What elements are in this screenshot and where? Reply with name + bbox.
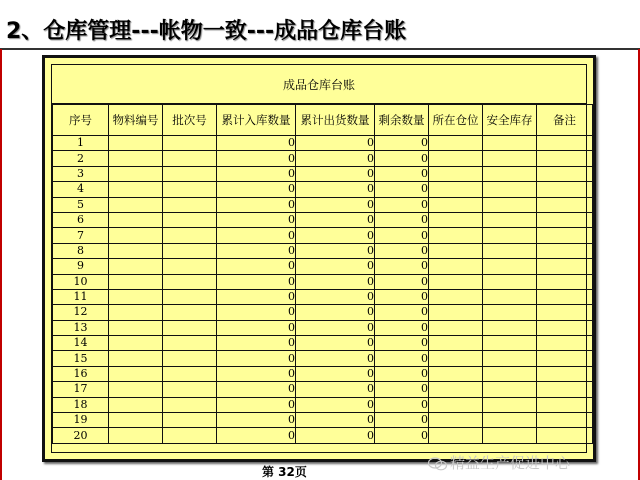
table-row — [53, 305, 593, 320]
cell-total-out[interactable]: 0 — [296, 289, 375, 304]
cell-batch-no[interactable] — [163, 397, 217, 412]
cell-safety-stock[interactable] — [483, 151, 537, 166]
table-row — [53, 397, 593, 412]
cell-index[interactable]: 7 — [53, 228, 109, 243]
cell-material-code[interactable] — [109, 382, 163, 397]
cell-total-in[interactable]: 0 — [217, 197, 296, 212]
cell-total-in[interactable]: 0 — [217, 320, 296, 335]
cell-total-in[interactable]: 0 — [217, 305, 296, 320]
table-row — [53, 212, 593, 227]
watermark — [428, 452, 570, 473]
cell-material-code[interactable] — [109, 397, 163, 412]
cell-remaining[interactable]: 0 — [375, 366, 429, 381]
cell-total-in[interactable]: 0 — [217, 366, 296, 381]
cell-remaining[interactable]: 0 — [375, 243, 429, 258]
cell-material-code[interactable] — [109, 289, 163, 304]
cell-total-in[interactable]: 0 — [217, 351, 296, 366]
cell-remaining[interactable]: 0 — [375, 197, 429, 212]
cell-remaining[interactable]: 0 — [375, 413, 429, 428]
cell-remaining[interactable]: 0 — [375, 259, 429, 274]
cell-total-out[interactable]: 0 — [296, 274, 375, 289]
cell-total-out[interactable]: 0 — [296, 151, 375, 166]
cell-material-code[interactable] — [109, 212, 163, 227]
cell-total-out[interactable]: 0 — [296, 136, 375, 151]
cell-remarks[interactable] — [537, 197, 593, 212]
cell-location[interactable] — [429, 259, 483, 274]
col-header-total-in[interactable]: 累计入库数量 — [217, 105, 296, 136]
cell-remarks[interactable] — [537, 320, 593, 335]
cell-material-code[interactable] — [109, 336, 163, 351]
cell-remarks[interactable] — [537, 243, 593, 258]
table-row — [53, 259, 593, 274]
cell-remaining[interactable]: 0 — [375, 289, 429, 304]
table-row — [53, 428, 593, 443]
cell-remarks[interactable] — [537, 366, 593, 381]
table-row — [53, 336, 593, 351]
ledger-sheet-inner — [51, 64, 587, 453]
col-header-remaining[interactable]: 剩余数量 — [375, 105, 429, 136]
cell-material-code[interactable] — [109, 197, 163, 212]
cell-total-in[interactable]: 0 — [217, 413, 296, 428]
cell-location[interactable] — [429, 166, 483, 181]
cell-total-in[interactable]: 0 — [217, 243, 296, 258]
ledger-caption: 成品仓库台账 — [52, 65, 586, 104]
cell-batch-no[interactable] — [163, 243, 217, 258]
cell-material-code[interactable] — [109, 259, 163, 274]
cell-total-in[interactable]: 0 — [217, 382, 296, 397]
cell-total-out[interactable]: 0 — [296, 212, 375, 227]
cell-remaining[interactable]: 0 — [375, 151, 429, 166]
table-row — [53, 289, 593, 304]
cell-index[interactable]: 13 — [53, 320, 109, 335]
cell-total-out[interactable]: 0 — [296, 320, 375, 335]
cell-material-code[interactable] — [109, 366, 163, 381]
cell-batch-no[interactable] — [163, 336, 217, 351]
cell-material-code[interactable] — [109, 351, 163, 366]
cell-batch-no[interactable] — [163, 413, 217, 428]
cell-index[interactable]: 18 — [53, 397, 109, 412]
cell-location[interactable] — [429, 151, 483, 166]
cell-total-in[interactable]: 0 — [217, 166, 296, 181]
cell-material-code[interactable] — [109, 243, 163, 258]
cell-index[interactable]: 20 — [53, 428, 109, 443]
cell-remarks[interactable] — [537, 351, 593, 366]
cell-safety-stock[interactable] — [483, 136, 537, 151]
cell-index[interactable]: 2 — [53, 151, 109, 166]
cell-location[interactable] — [429, 212, 483, 227]
table-row — [53, 243, 593, 258]
cell-total-out[interactable]: 0 — [296, 197, 375, 212]
cell-batch-no[interactable] — [163, 197, 217, 212]
cell-index[interactable]: 17 — [53, 382, 109, 397]
cell-remarks[interactable] — [537, 336, 593, 351]
cell-index[interactable]: 16 — [53, 366, 109, 381]
cell-batch-no[interactable] — [163, 289, 217, 304]
cell-location[interactable] — [429, 182, 483, 197]
cell-remarks[interactable] — [537, 259, 593, 274]
cell-remarks[interactable] — [537, 413, 593, 428]
cell-batch-no[interactable] — [163, 274, 217, 289]
cell-total-out[interactable]: 0 — [296, 166, 375, 181]
cell-index[interactable]: 1 — [53, 136, 109, 151]
cell-total-in[interactable]: 0 — [217, 274, 296, 289]
cell-material-code[interactable] — [109, 136, 163, 151]
cell-index[interactable]: 12 — [53, 305, 109, 320]
cell-total-in[interactable]: 0 — [217, 428, 296, 443]
cell-location[interactable] — [429, 413, 483, 428]
cell-material-code[interactable] — [109, 428, 163, 443]
ledger-sheet — [42, 55, 596, 462]
cell-batch-no[interactable] — [163, 259, 217, 274]
col-header-total-out[interactable]: 累计出货数量 — [296, 105, 375, 136]
cell-remarks[interactable] — [537, 397, 593, 412]
cell-safety-stock[interactable] — [483, 366, 537, 381]
cell-total-out[interactable]: 0 — [296, 182, 375, 197]
table-row — [53, 166, 593, 181]
cell-batch-no[interactable] — [163, 166, 217, 181]
cell-total-in[interactable]: 0 — [217, 259, 296, 274]
cell-remaining[interactable]: 0 — [375, 136, 429, 151]
cell-location[interactable] — [429, 274, 483, 289]
cell-safety-stock[interactable] — [483, 197, 537, 212]
col-header-remarks[interactable]: 备注 — [537, 105, 593, 136]
cell-safety-stock[interactable] — [483, 336, 537, 351]
cell-location[interactable] — [429, 289, 483, 304]
table-row — [53, 413, 593, 428]
ledger-header-row — [53, 105, 593, 136]
cell-index[interactable]: 8 — [53, 243, 109, 258]
cell-location[interactable] — [429, 305, 483, 320]
cell-remaining[interactable]: 0 — [375, 166, 429, 181]
cell-remaining[interactable]: 0 — [375, 305, 429, 320]
cell-safety-stock[interactable] — [483, 243, 537, 258]
cell-remarks[interactable] — [537, 136, 593, 151]
cell-total-in[interactable]: 0 — [217, 289, 296, 304]
cell-total-in[interactable]: 0 — [217, 228, 296, 243]
cell-index[interactable]: 15 — [53, 351, 109, 366]
cell-safety-stock[interactable] — [483, 182, 537, 197]
cell-index[interactable]: 11 — [53, 289, 109, 304]
cell-material-code[interactable] — [109, 182, 163, 197]
col-header-index[interactable]: 序号 — [53, 105, 109, 136]
cell-safety-stock[interactable] — [483, 413, 537, 428]
cell-remaining[interactable]: 0 — [375, 274, 429, 289]
cell-batch-no[interactable] — [163, 136, 217, 151]
col-header-safety-stock[interactable]: 安全库存 — [483, 105, 537, 136]
cell-location[interactable] — [429, 351, 483, 366]
cell-index[interactable]: 19 — [53, 413, 109, 428]
cell-index[interactable]: 6 — [53, 212, 109, 227]
col-header-location[interactable]: 所在仓位 — [429, 105, 483, 136]
cell-safety-stock[interactable] — [483, 166, 537, 181]
slide-title: 2、仓库管理---帐物一致---成品仓库台账 — [6, 19, 407, 44]
cell-total-out[interactable]: 0 — [296, 397, 375, 412]
cell-material-code[interactable] — [109, 151, 163, 166]
cell-batch-no[interactable] — [163, 320, 217, 335]
cell-total-out[interactable]: 0 — [296, 243, 375, 258]
cell-remarks[interactable] — [537, 228, 593, 243]
cell-safety-stock[interactable] — [483, 274, 537, 289]
cell-safety-stock[interactable] — [483, 259, 537, 274]
col-header-batch-no[interactable]: 批次号 — [163, 105, 217, 136]
cell-location[interactable] — [429, 228, 483, 243]
cell-total-in[interactable]: 0 — [217, 136, 296, 151]
cell-total-in[interactable]: 0 — [217, 182, 296, 197]
cell-batch-no[interactable] — [163, 366, 217, 381]
title-divider — [0, 48, 640, 50]
cell-remaining[interactable]: 0 — [375, 228, 429, 243]
cell-index[interactable]: 4 — [53, 182, 109, 197]
cell-safety-stock[interactable] — [483, 289, 537, 304]
cell-material-code[interactable] — [109, 274, 163, 289]
cell-material-code[interactable] — [109, 413, 163, 428]
cell-batch-no[interactable] — [163, 212, 217, 227]
cell-remarks[interactable] — [537, 382, 593, 397]
cell-total-out[interactable]: 0 — [296, 413, 375, 428]
cell-total-out[interactable]: 0 — [296, 382, 375, 397]
cell-total-in[interactable]: 0 — [217, 212, 296, 227]
cell-remarks[interactable] — [537, 289, 593, 304]
cell-index[interactable]: 9 — [53, 259, 109, 274]
cell-location[interactable] — [429, 336, 483, 351]
col-header-material-code[interactable]: 物料编号 — [109, 105, 163, 136]
watermark-text: 精益生产促进中心 — [450, 454, 571, 472]
cell-index[interactable]: 10 — [53, 274, 109, 289]
cell-location[interactable] — [429, 428, 483, 443]
cell-location[interactable] — [429, 382, 483, 397]
cell-remarks[interactable] — [537, 166, 593, 181]
cell-total-out[interactable]: 0 — [296, 366, 375, 381]
table-row — [53, 274, 593, 289]
cell-total-out[interactable]: 0 — [296, 259, 375, 274]
cell-remarks[interactable] — [537, 274, 593, 289]
cell-index[interactable]: 14 — [53, 336, 109, 351]
cell-index[interactable]: 5 — [53, 197, 109, 212]
cell-remaining[interactable]: 0 — [375, 320, 429, 335]
cell-safety-stock[interactable] — [483, 320, 537, 335]
table-row — [53, 382, 593, 397]
cell-material-code[interactable] — [109, 320, 163, 335]
table-row — [53, 151, 593, 166]
cell-total-in[interactable]: 0 — [217, 151, 296, 166]
cell-batch-no[interactable] — [163, 182, 217, 197]
cell-remaining[interactable]: 0 — [375, 428, 429, 443]
table-row — [53, 136, 593, 151]
table-row — [53, 182, 593, 197]
cell-material-code[interactable] — [109, 166, 163, 181]
ledger-body — [53, 136, 593, 444]
cell-remarks[interactable] — [537, 212, 593, 227]
cell-location[interactable] — [429, 197, 483, 212]
cell-remarks[interactable] — [537, 305, 593, 320]
cell-location[interactable] — [429, 243, 483, 258]
cell-batch-no[interactable] — [163, 382, 217, 397]
cell-total-out[interactable]: 0 — [296, 305, 375, 320]
table-row — [53, 197, 593, 212]
cell-total-out[interactable]: 0 — [296, 336, 375, 351]
cell-batch-no[interactable] — [163, 305, 217, 320]
cell-total-in[interactable]: 0 — [217, 397, 296, 412]
cell-safety-stock[interactable] — [483, 305, 537, 320]
cell-safety-stock[interactable] — [483, 351, 537, 366]
cell-remaining[interactable]: 0 — [375, 351, 429, 366]
cell-safety-stock[interactable] — [483, 212, 537, 227]
cell-location[interactable] — [429, 320, 483, 335]
cell-remarks[interactable] — [537, 151, 593, 166]
cell-location[interactable] — [429, 366, 483, 381]
cell-remaining[interactable]: 0 — [375, 397, 429, 412]
cell-total-out[interactable]: 0 — [296, 428, 375, 443]
cell-material-code[interactable] — [109, 228, 163, 243]
cell-safety-stock[interactable] — [483, 428, 537, 443]
cell-location[interactable] — [429, 397, 483, 412]
ledger-table — [52, 104, 593, 444]
cell-safety-stock[interactable] — [483, 382, 537, 397]
table-row — [53, 228, 593, 243]
cell-safety-stock[interactable] — [483, 228, 537, 243]
table-row — [53, 366, 593, 381]
cell-remaining[interactable]: 0 — [375, 382, 429, 397]
cell-material-code[interactable] — [109, 305, 163, 320]
cell-location[interactable] — [429, 136, 483, 151]
table-row — [53, 351, 593, 366]
cell-total-in[interactable]: 0 — [217, 336, 296, 351]
cell-total-out[interactable]: 0 — [296, 351, 375, 366]
cell-total-out[interactable]: 0 — [296, 228, 375, 243]
cell-batch-no[interactable] — [163, 351, 217, 366]
page-number: 第 32页 — [262, 465, 307, 479]
cell-batch-no[interactable] — [163, 228, 217, 243]
cell-batch-no[interactable] — [163, 428, 217, 443]
cell-remaining[interactable]: 0 — [375, 182, 429, 197]
left-accent-bar — [0, 49, 2, 480]
cell-index[interactable]: 3 — [53, 166, 109, 181]
cell-safety-stock[interactable] — [483, 397, 537, 412]
cell-remarks[interactable] — [537, 428, 593, 443]
cell-batch-no[interactable] — [163, 151, 217, 166]
wechat-icon — [428, 457, 448, 471]
cell-remaining[interactable]: 0 — [375, 336, 429, 351]
cell-remaining[interactable]: 0 — [375, 212, 429, 227]
table-row — [53, 320, 593, 335]
cell-remarks[interactable] — [537, 182, 593, 197]
